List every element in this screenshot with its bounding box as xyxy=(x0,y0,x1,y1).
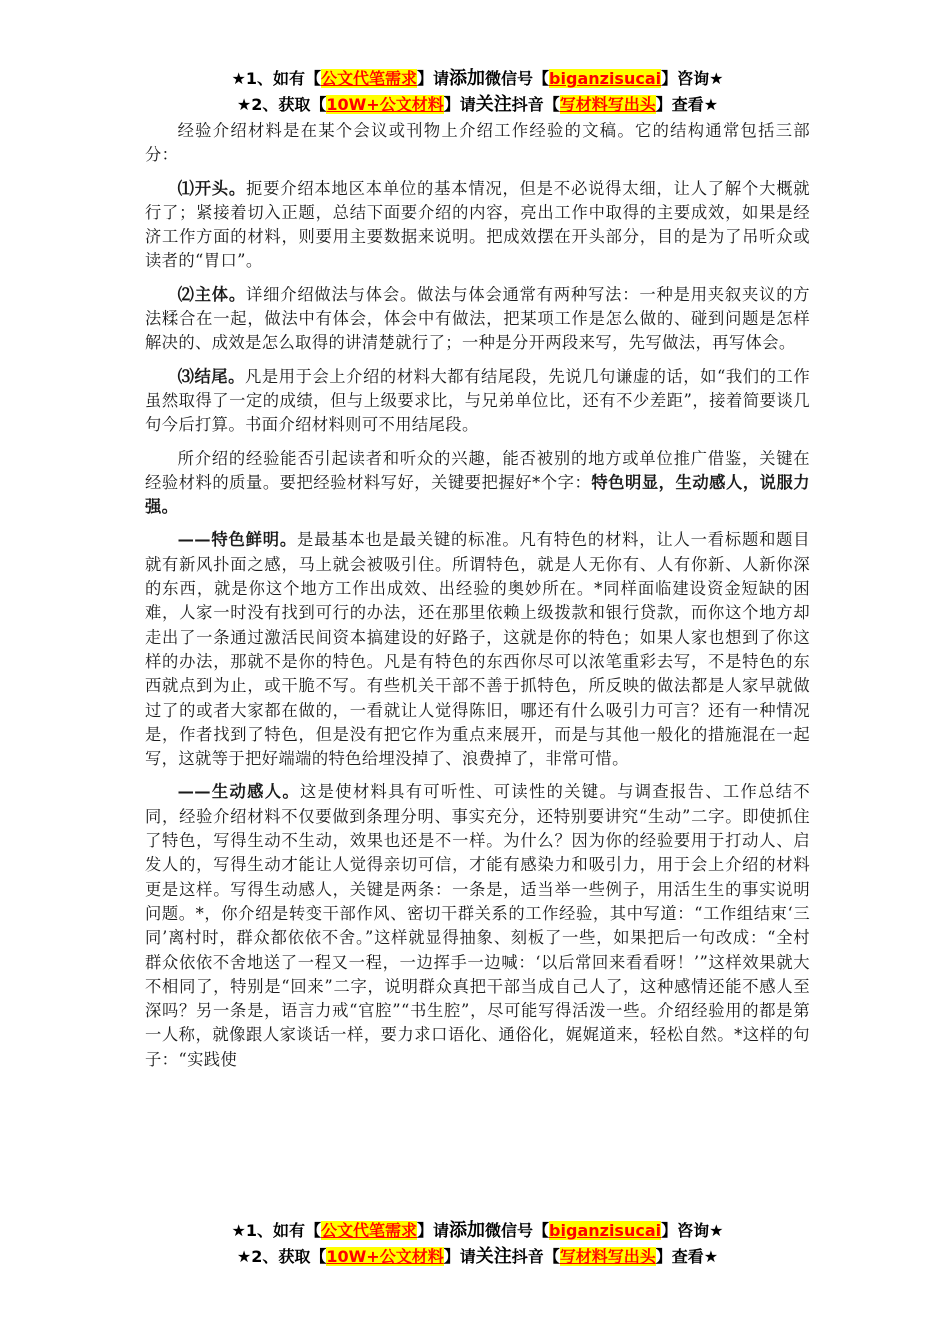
key-points-bold: 特色明显，生动感人，说服力强。 xyxy=(145,472,810,517)
paragraph-vivid: ——生动感人。这是使材料具有可听性、可读性的关键。与调查报告、工作总结不同，经验介绍材料不仅要做到条理分明、事实充分，还特别要讲究“生动”二字。即使抓住了特色，写得生动不生动，效果也还是不一样。为什么？因为你的经验要用于打动人、启发人的，写得生动才能让人觉得亲切可信，才能有感染力和吸引力，用于会上介绍的材料更是这样。写得生动感人，关键是两条：一条是，适当举一些例子，用活生生的事实说明问题。*，你介绍是转变干部作风、密切干群关系的工作经验，其中写道：“工作组结束‘三同’离村时，群众都依依不舍。”这样就显得抽象、刻板了一些，如果把后一句改成：“全村群众依依不舍地送了一程又一程，一边挥手一边喊：‘以后常回来看看呀！’”这样效果就大不相同了，特别是“回来”二字，说明群众真把干部当成自己人了，这种感情还能不感人至深吗？另一条是，语言力戒“官腔”“书生腔”，尽可能写得活泼一些。介绍经验用的都是第一人称，就像跟人家谈话一样，要力求口语化、通俗化，娓娓道来，轻松自然。*这样的句子：“实践使 xyxy=(145,782,810,1069)
document-page xyxy=(145,66,810,1081)
promo-line-1: ★1、如有【公文代笔需求】请添加微信号【biganzisucai】咨询★ xyxy=(231,1220,724,1241)
promo-line-2: ★2、获取【10W+公文材料】请关注抖音【写材料写出头】查看★ xyxy=(236,94,719,115)
intro-paragraph: 经验介绍材料是在某个会议或刊物上介绍工作经验的文稿。它的结构通常包括三部分： xyxy=(145,121,810,165)
paragraph-heading: ——生动感人。 xyxy=(177,782,300,802)
paragraph-main-body: ⑵主体。详细介绍做法与体会。做法与体会通常有两种写法：一种是用夹叙夹议的方法糅合在一起，做法中有体会，体会中有做法，把某项工作是怎么做的、碰到问题是怎样解决的、成效是怎么取得的讲清楚就行了；一种是分开两段来写，先写做法，再写体会。 xyxy=(145,284,810,353)
paragraph-distinctive: ——特色鲜明。是最基本也是最关键的标准。凡有特色的材料，让人一看标题和题目就有新风扑面之感，马上就会被吸引住。所谓特色，就是人无你有、人有你新、人新你深的东西，就是你这个地方工作出成效、出经验的奥妙所在。*同样面临建设资金短缺的困难，人家一时没有找到可行的办法，还在那里依赖上级拨款和银行贷款，而你这个地方却走出了一条通过激活民间资本搞建设的好路子，这就是你的特色；如果人家也想到了你这样的办法，那就不是你的特色。凡是有特色的东西你尽可以浓笔重彩去写，不是特色的东西就点到为止，或干脆不写。有些机关干部不善于抓特色，所反映的做法都是人家早就做过了的或者大家都在做的，一看就让人觉得陈旧，哪还有什么吸引力可言？还有一种情况是，作者找到了特色，但是没有把它作为重点来展开，而是与其他一般化的措施混在一起写，这就等于把好端端的特色给埋没掉了、浪费掉了，非常可惜。 xyxy=(145,530,810,769)
promo-highlight: biganzisucai xyxy=(549,69,662,88)
document-body xyxy=(145,119,810,1072)
promo-highlight: 10W+公文材料 xyxy=(326,95,444,114)
promo-highlight: 公文代笔需求 xyxy=(321,69,418,88)
paragraph-key-points: 所介绍的经验能否引起读者和听众的兴趣，能否被别的地方或单位推广借鉴，关键在经验材料的质量。要把经验材料写好，关键要把握好*个字：特色明显，生动感人，说服力强。 xyxy=(145,448,810,517)
paragraph-heading: ⑴开头。 xyxy=(177,178,247,198)
promo-highlight: 写材料写出头 xyxy=(559,1247,656,1266)
promo-line-2: ★2、获取【10W+公文材料】请关注抖音【写材料写出头】查看★ xyxy=(236,1246,719,1267)
paragraph-heading: ——特色鲜明。 xyxy=(177,530,297,550)
paragraph-heading: ⑶结尾。 xyxy=(177,366,246,386)
paragraph-ending: ⑶结尾。凡是用于会上介绍的材料大都有结尾段，先说几句谦虚的话，如“我们的工作虽然取得了一定的成绩，但与上级要求比，与兄弟单位比，还有不少差距”，接着简要谈几句今后打算。书面介绍材料则可不用结尾段。 xyxy=(145,366,810,435)
paragraph-heading: ⑵主体。 xyxy=(177,284,247,304)
footer-promo xyxy=(145,1218,810,1270)
paragraph-opening: ⑴开头。扼要介绍本地区本单位的基本情况，但是不必说得太细，让人了解个大概就行了；紧接着切入正题，总结下面要介绍的内容，亮出工作中取得的主要成效，如果是经济工作方面的材料，则要用主要数据来说明。把成效摆在开头部分，目的是为了吊听众或读者的“胃口”。 xyxy=(145,178,810,271)
promo-highlight: 公文代笔需求 xyxy=(321,1221,418,1240)
promo-line-1: ★1、如有【公文代笔需求】请添加微信号【biganzisucai】咨询★ xyxy=(231,68,724,89)
promo-highlight: 写材料写出头 xyxy=(559,95,656,114)
promo-highlight: biganzisucai xyxy=(549,1221,662,1240)
promo-highlight: 10W+公文材料 xyxy=(326,1247,444,1266)
